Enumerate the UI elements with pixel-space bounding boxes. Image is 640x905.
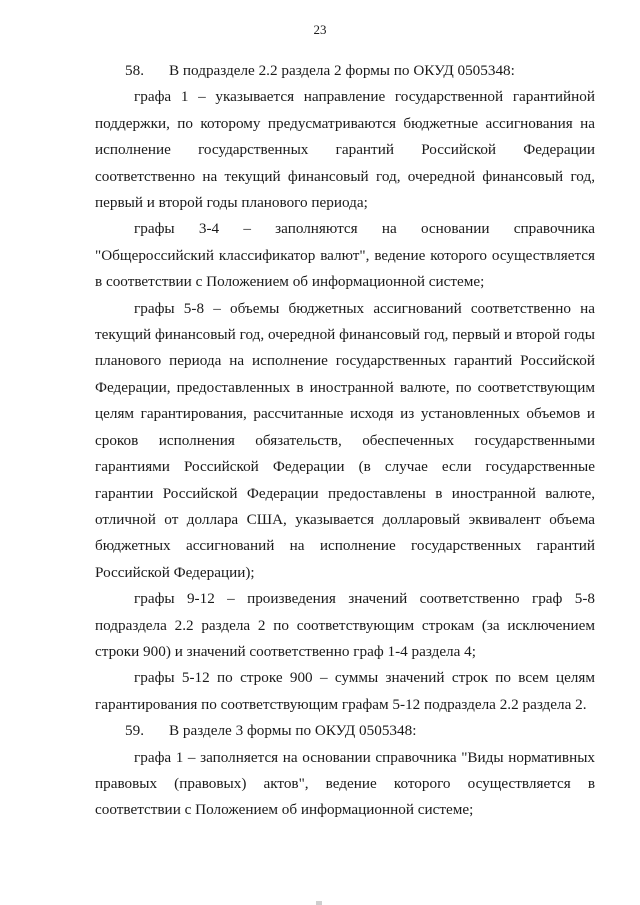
document-body bbox=[95, 58, 595, 824]
item-number: 59. bbox=[125, 722, 144, 740]
scan-edge-mark bbox=[316, 901, 322, 905]
paragraph-item-59 bbox=[95, 718, 595, 744]
paragraph: графы 3-4 – заполняются на основании справочника "Общероссийский классификатор валют", ведение которого осуществляется в соответствии с Положением об информационной системе; bbox=[95, 220, 595, 291]
paragraph: графа 1 – заполняется на основании справочника "Виды нормативных правовых (правовых) актов", ведение которого осуществляется в соответствии с Положением об информационной системе; bbox=[95, 748, 595, 819]
paragraph-item-58 bbox=[95, 58, 595, 84]
paragraph-text: В подразделе 2.2 раздела 2 формы по ОКУД 0505348: bbox=[169, 62, 515, 79]
item-number: 58. bbox=[125, 62, 144, 79]
paragraph: графа 1 – указывается направление государственной гарантийной поддержки, по которому предусматриваются бюджетные ассигнования на исполнение государственных гарантий Российской Федерации соответственно на текущий финансовый год, очередной финансовый год, первый и второй годы планового периода; bbox=[95, 88, 595, 212]
page-number: 23 bbox=[313, 22, 327, 37]
paragraph: графы 9-12 – произведения значений соответственно граф 5-8 подраздела 2.2 раздела 2 по соответствующим строкам (за исключением строки 900) и значений соответственно граф 1-4 раздела 4; bbox=[95, 590, 595, 660]
paragraph: графы 5-8 – объемы бюджетных ассигнований соответственно на текущий финансовый год, очередной финансовый год, первый и второй годы планового периода на исполнение государственных гарантий Российской Федерации, предоставленных в иностранной валюте, по соответствующим целям гарантирования, рассчитанные исходя из установленных объемов и сроков исполнения обязательств, обеспеченных государственными гарантиями Российской Федерации (в случае если государственные гарантии Российской Федерации предоставлены в иностранной валюте, отличной от доллара США, указывается долларовый эквивалент объема бюджетных ассигнований на исполнение государственных гарантий Российской Федерации); bbox=[95, 299, 595, 581]
paragraph: графы 5-12 по строке 900 – суммы значений строк по всем целям гарантирования по соответствующим графам 5-12 подраздела 2.2 раздела 2. bbox=[95, 669, 595, 713]
paragraph-text: В разделе 3 формы по ОКУД 0505348: bbox=[169, 722, 417, 740]
